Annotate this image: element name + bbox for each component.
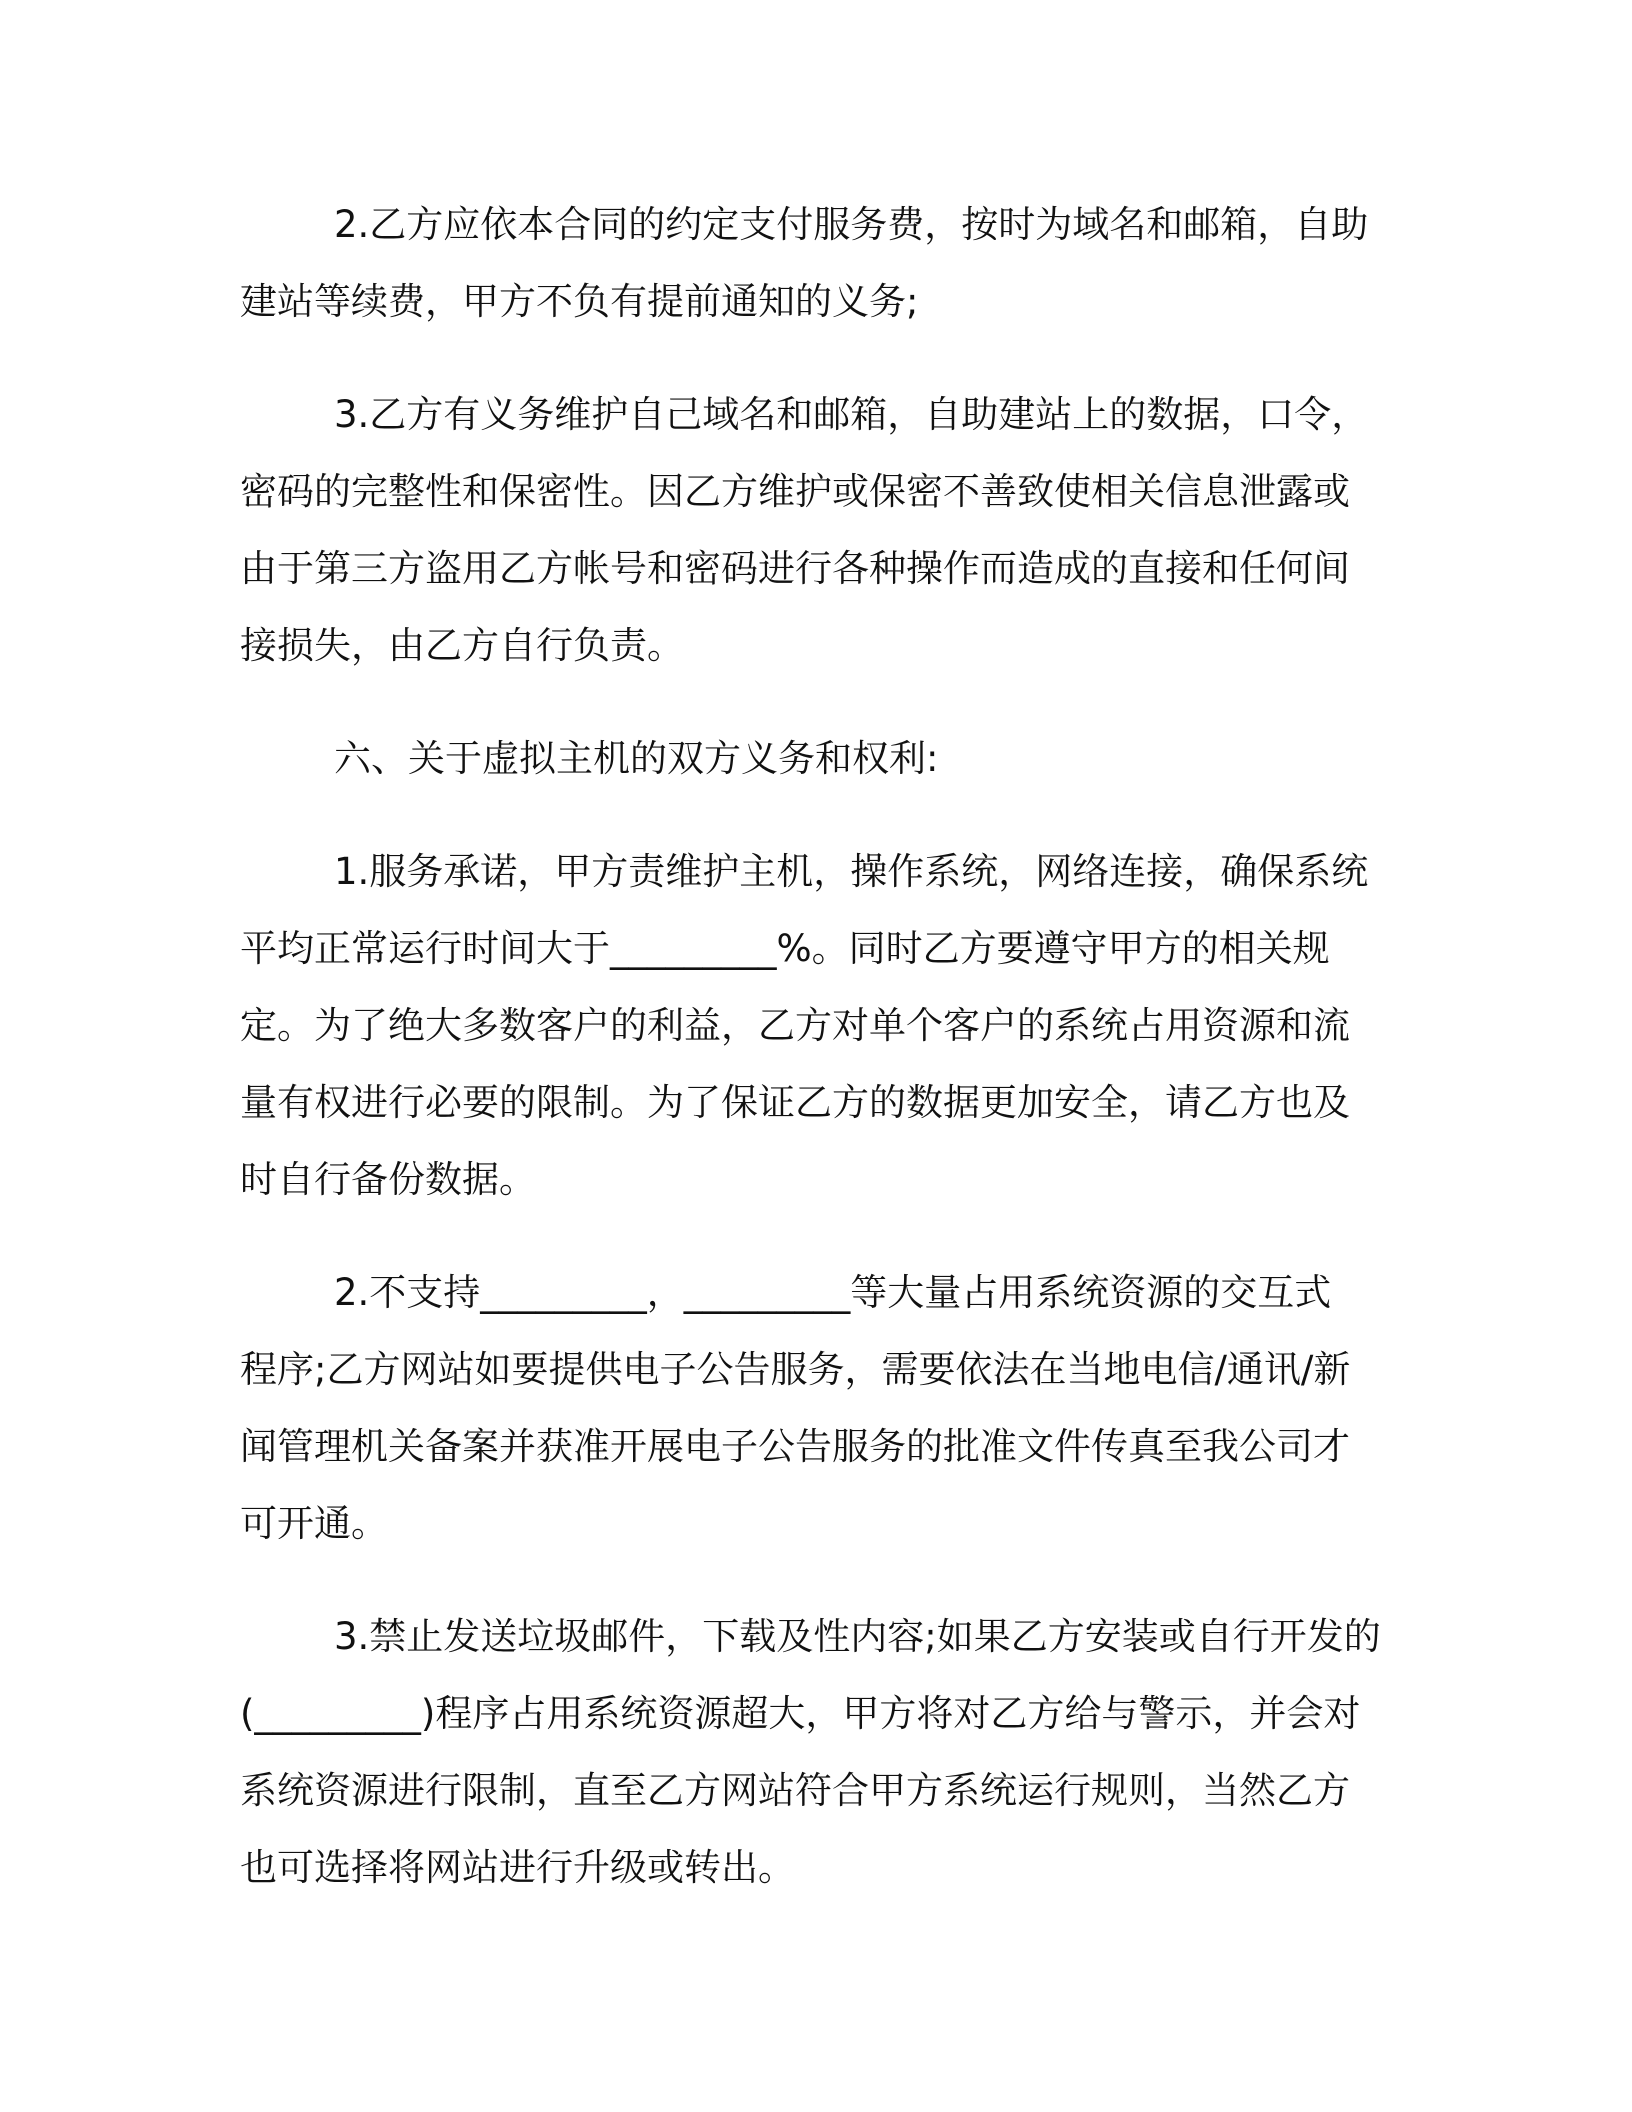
text-line: 可开通。 — [240, 1502, 388, 1545]
document-page — [240, 186, 1390, 1942]
section-heading-6 — [240, 720, 1390, 797]
paragraph-payment — [240, 186, 1390, 340]
text-line: 量有权进行必要的限制。为了保证乙方的数据更加安全，请乙方也及 — [240, 1081, 1350, 1124]
text-line: 定。为了绝大多数客户的利益，乙方对单个客户的系统占用资源和流 — [240, 1004, 1350, 1047]
paragraph-maintain — [240, 376, 1390, 684]
paragraph-service-commitment — [240, 833, 1390, 1218]
text-line: 3.禁止发送垃圾邮件，下载及性内容;如果乙方安装或自行开发的 — [334, 1615, 1381, 1658]
text-line: 3.乙方有义务维护自己域名和邮箱，自助建站上的数据，口令， — [334, 393, 1369, 436]
text-line: 系统资源进行限制，直至乙方网站符合甲方系统运行规则，当然乙方 — [240, 1769, 1350, 1812]
text-line: 闻管理机关备案并获准开展电子公告服务的批准文件传真至我公司才 — [240, 1425, 1350, 1468]
text-line: 平均正常运行时间大于_________%。同时乙方要遵守甲方的相关规 — [240, 927, 1330, 970]
text-line: 2.乙方应依本合同的约定支付服务费，按时为域名和邮箱，自助 — [334, 203, 1369, 246]
text-line: 由于第三方盗用乙方帐号和密码进行各种操作而造成的直接和任何间 — [240, 547, 1350, 590]
text-line: 接损失，由乙方自行负责。 — [240, 624, 684, 667]
paragraph-unsupported — [240, 1254, 1390, 1562]
text-line: 密码的完整性和保密性。因乙方维护或保密不善致使相关信息泄露或 — [240, 470, 1350, 513]
section-title: 六、关于虚拟主机的双方义务和权利: — [334, 737, 939, 780]
text-line: (_________)程序占用系统资源超大，甲方将对乙方给与警示，并会对 — [240, 1692, 1361, 1735]
text-line: 2.不支持_________，_________等大量占用系统资源的交互式 — [334, 1271, 1332, 1314]
text-line: 程序;乙方网站如要提供电子公告服务，需要依法在当地电信/通讯/新 — [240, 1348, 1351, 1391]
text-line: 1.服务承诺，甲方责维护主机，操作系统，网络连接，确保系统 — [334, 850, 1369, 893]
text-line: 时自行备份数据。 — [240, 1158, 536, 1201]
text-line: 也可选择将网站进行升级或转出。 — [240, 1846, 795, 1889]
text-line: 建站等续费，甲方不负有提前通知的义务; — [240, 280, 919, 323]
paragraph-prohibit — [240, 1598, 1390, 1906]
